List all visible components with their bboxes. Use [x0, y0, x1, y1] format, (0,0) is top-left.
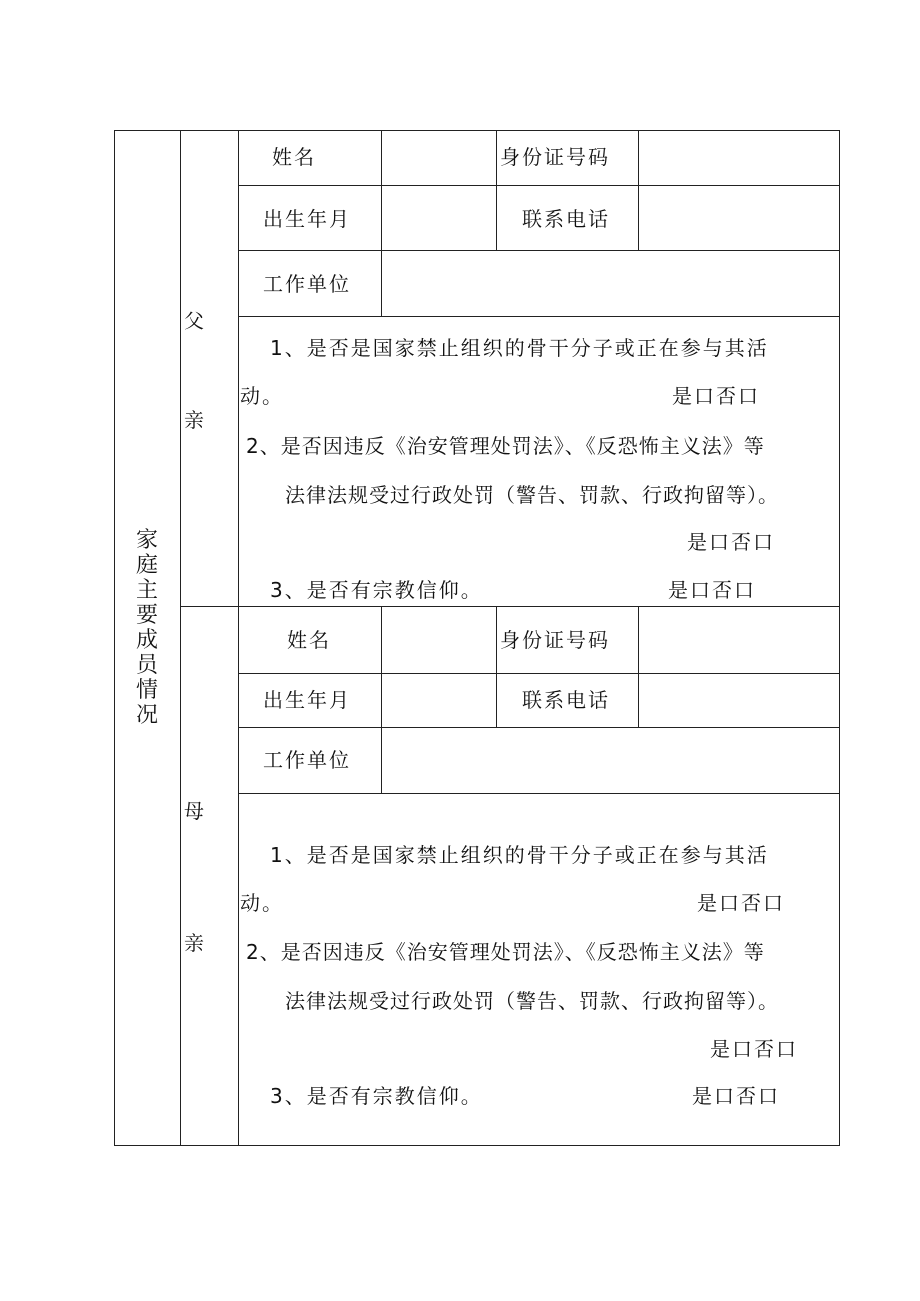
mother-id-label: 身份证号码 [500, 628, 610, 652]
father-q2-line2: 法律法规受过行政处罚（警告、罚款、行政拘留等）。 [285, 483, 779, 507]
mother-work-label: 工作单位 [263, 748, 351, 772]
father-birth-label: 出生年月 [263, 207, 351, 231]
father-name-field[interactable] [382, 131, 495, 185]
mother-label-top: 母 [184, 799, 204, 823]
father-label-bottom: 亲 [184, 408, 204, 432]
father-q3-text: 3、是否有宗教信仰。 [270, 578, 483, 602]
mother-id-field[interactable] [639, 607, 838, 673]
father-work-label: 工作单位 [263, 272, 351, 296]
mother-q1-line1: 1、是否是国家禁止组织的骨干分子或正在参与其活 [270, 843, 769, 867]
father-phone-label: 联系电话 [522, 207, 610, 231]
father-name-label: 姓名 [272, 145, 316, 169]
mother-phone-label: 联系电话 [522, 688, 610, 712]
column-divider-1 [180, 130, 181, 1146]
mother-birth-label: 出生年月 [263, 688, 351, 712]
mother-birth-field[interactable] [382, 674, 495, 727]
mother-q3-answer[interactable]: 是口否口 [692, 1084, 780, 1108]
table-border-left [114, 130, 115, 1146]
mother-q2-line2: 法律法规受过行政处罚（警告、罚款、行政拘留等）。 [285, 989, 779, 1013]
mother-work-field[interactable] [382, 728, 838, 793]
father-q1-line2: 动。 [240, 384, 284, 408]
mother-phone-field[interactable] [639, 674, 838, 727]
father-q2-answer[interactable]: 是口否口 [687, 530, 775, 554]
father-phone-field[interactable] [639, 186, 838, 250]
table-border-right [839, 130, 840, 1146]
mother-q2-answer[interactable]: 是口否口 [710, 1037, 798, 1061]
father-id-field[interactable] [639, 131, 838, 185]
mother-q2-line1: 2、是否因违反《治安管理处罚法》、《反恐怖主义法》等 [246, 940, 765, 964]
row-line [238, 316, 840, 317]
cell-line [496, 130, 497, 251]
mother-name-field[interactable] [382, 607, 495, 673]
father-id-label: 身份证号码 [500, 145, 610, 169]
father-work-field[interactable] [382, 251, 838, 316]
column-divider-2 [238, 130, 239, 1146]
row-line [238, 793, 840, 794]
mother-q1-answer[interactable]: 是口否口 [697, 891, 785, 915]
section-title: 家庭主要成员情况 [135, 528, 158, 728]
mother-label-bottom: 亲 [184, 931, 204, 955]
father-q3-answer[interactable]: 是口否口 [668, 578, 756, 602]
father-label-top: 父 [184, 309, 204, 333]
cell-line [496, 606, 497, 728]
mother-name-label: 姓名 [287, 628, 331, 652]
father-q1-line1: 1、是否是国家禁止组织的骨干分子或正在参与其活 [270, 336, 769, 360]
father-q1-answer[interactable]: 是口否口 [672, 384, 760, 408]
father-birth-field[interactable] [382, 186, 495, 250]
table-border-bottom [114, 1145, 840, 1146]
father-q2-line1: 2、是否因违反《治安管理处罚法》、《反恐怖主义法》等 [246, 434, 765, 458]
mother-q3-text: 3、是否有宗教信仰。 [270, 1084, 483, 1108]
mother-q1-line2: 动。 [240, 891, 284, 915]
